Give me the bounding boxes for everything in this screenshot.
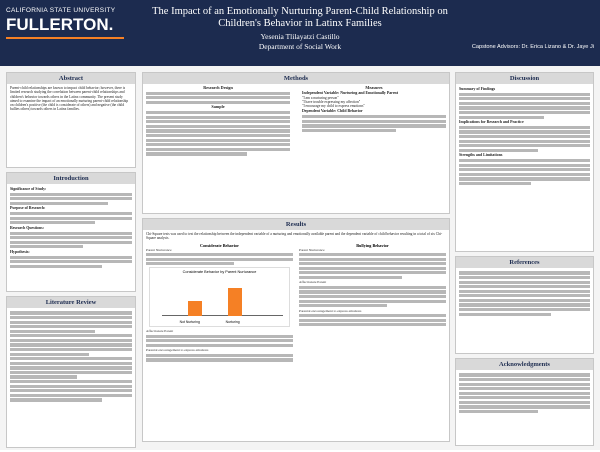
dependent-variable: Dependent Variable: Child Behavior [302, 109, 363, 114]
sample-heading: Sample [211, 104, 225, 110]
emotions-label-2: Parental encouragement to express emotions [299, 308, 362, 313]
poster-subtitle [130, 32, 470, 52]
introduction-box [6, 172, 136, 292]
significance-heading: Significance of Study: [10, 187, 47, 191]
results-heading: Results [143, 219, 449, 230]
results-box [142, 218, 450, 442]
references-box [455, 256, 594, 354]
measure-item-1: "I am a nurturing person" [302, 95, 339, 100]
author-name: Yesenia Tlilayatzi Castillo [260, 32, 340, 41]
affection-label: Affectionate Parent [146, 329, 174, 334]
poster-title: The Impact of an Emotionally Nurturing Parent-Child Relationship on Children's Behavior in Latinx Families [152, 6, 448, 29]
methods-left [143, 84, 293, 159]
summary-heading: Summary of Findings [459, 87, 496, 91]
chart-label-1: Nurturing [225, 320, 240, 325]
affection-label-2: Affectionate Parent [299, 280, 327, 285]
implications-heading: Implications for Research and Practice [459, 120, 524, 125]
parent-nurturance-label: Parent Nurturance [146, 247, 172, 252]
chart-bar-nurturing [228, 288, 242, 316]
measure-item-3: "I encourage my child to express emotions" [302, 104, 365, 109]
questions-heading: Research Questions: [10, 225, 44, 230]
hypothesis-heading: Hypothesis: [10, 249, 30, 254]
acknowledgments-text [456, 370, 593, 417]
chart-axis [162, 315, 284, 316]
measure-item-2: "I have trouble expressing my affection" [302, 99, 361, 104]
references-heading: References [456, 257, 593, 268]
acknowledgments-box [455, 358, 594, 446]
university-main-name: FULLERTON. [6, 15, 114, 34]
literature-box [6, 296, 136, 448]
discussion-heading: Discussion [456, 73, 593, 84]
discussion-box [455, 72, 594, 252]
poster-header [0, 0, 600, 66]
advisor-list: Capstone Advisors: Dr. Erica Lizano & Dr. Jaye Ji [471, 44, 594, 50]
parent-nurturance-label-2: Parent Nurturance [299, 247, 325, 252]
abstract-box [6, 72, 136, 168]
results-intro: Chi-Square tests was used to test the relationship between the independent variable of a nurturing and emotionally available parent and the dependent variable of child behavior resulting in a total of six Chi-Square analysis. [146, 232, 443, 241]
acknowledgments-heading: Acknowledgments [456, 359, 593, 370]
university-small-name: CALIFORNIA STATE UNIVERSITY [6, 7, 116, 14]
abstract-text: Parent-child relationships are known to impact child behavior; however, there is limited research studying the correlation between parent-child relationships and children's behavior towards others in the Latinx community. The present study aimed to examine the impact of an emotionally nurturing parent-child relationship on children's positive (the child is considerate of others) and negative (the child bullies others) towards others in Latinx families. [10, 86, 129, 112]
university-logo [6, 7, 124, 55]
methods-heading: Methods [143, 73, 449, 84]
strengths-heading: Strengths and Limitations [459, 153, 503, 158]
methods-right [299, 84, 449, 159]
bullying-heading: Bullying Behavior [356, 242, 389, 248]
right-column [455, 72, 594, 450]
considerate-chart [149, 267, 291, 327]
literature-text [7, 308, 135, 405]
measures-heading: Measures [365, 85, 383, 90]
introduction-heading: Introduction [7, 173, 135, 184]
abstract-heading: Abstract [7, 73, 135, 84]
middle-column [142, 72, 450, 446]
references-text [456, 268, 593, 319]
purpose-heading: Purpose of Research: [10, 206, 46, 211]
discussion-text [456, 84, 593, 188]
considerate-heading: Considerate Behavior [200, 242, 239, 248]
left-column [6, 72, 136, 452]
introduction-text [7, 184, 135, 271]
results-left [146, 243, 293, 363]
results-right [299, 243, 446, 363]
emotions-label: Parental encouragement to express emotions [146, 348, 209, 353]
design-heading: Research Design [203, 85, 233, 90]
department-name: Department of Social Work [258, 42, 342, 51]
chart-label-0: Not Nurturing [179, 320, 200, 325]
methods-box [142, 72, 450, 214]
results-columns [143, 243, 449, 363]
methods-columns [143, 84, 449, 159]
chart-bar-not-nurturing [188, 301, 202, 316]
chart-title: Considerate Behavior by Parent Nurturance [182, 270, 257, 275]
logo-accent-bar [6, 37, 124, 39]
literature-heading: Literature Review [7, 297, 135, 308]
independent-variable: Independent Variable: Nurturing and Emotionally Parent [302, 91, 399, 96]
